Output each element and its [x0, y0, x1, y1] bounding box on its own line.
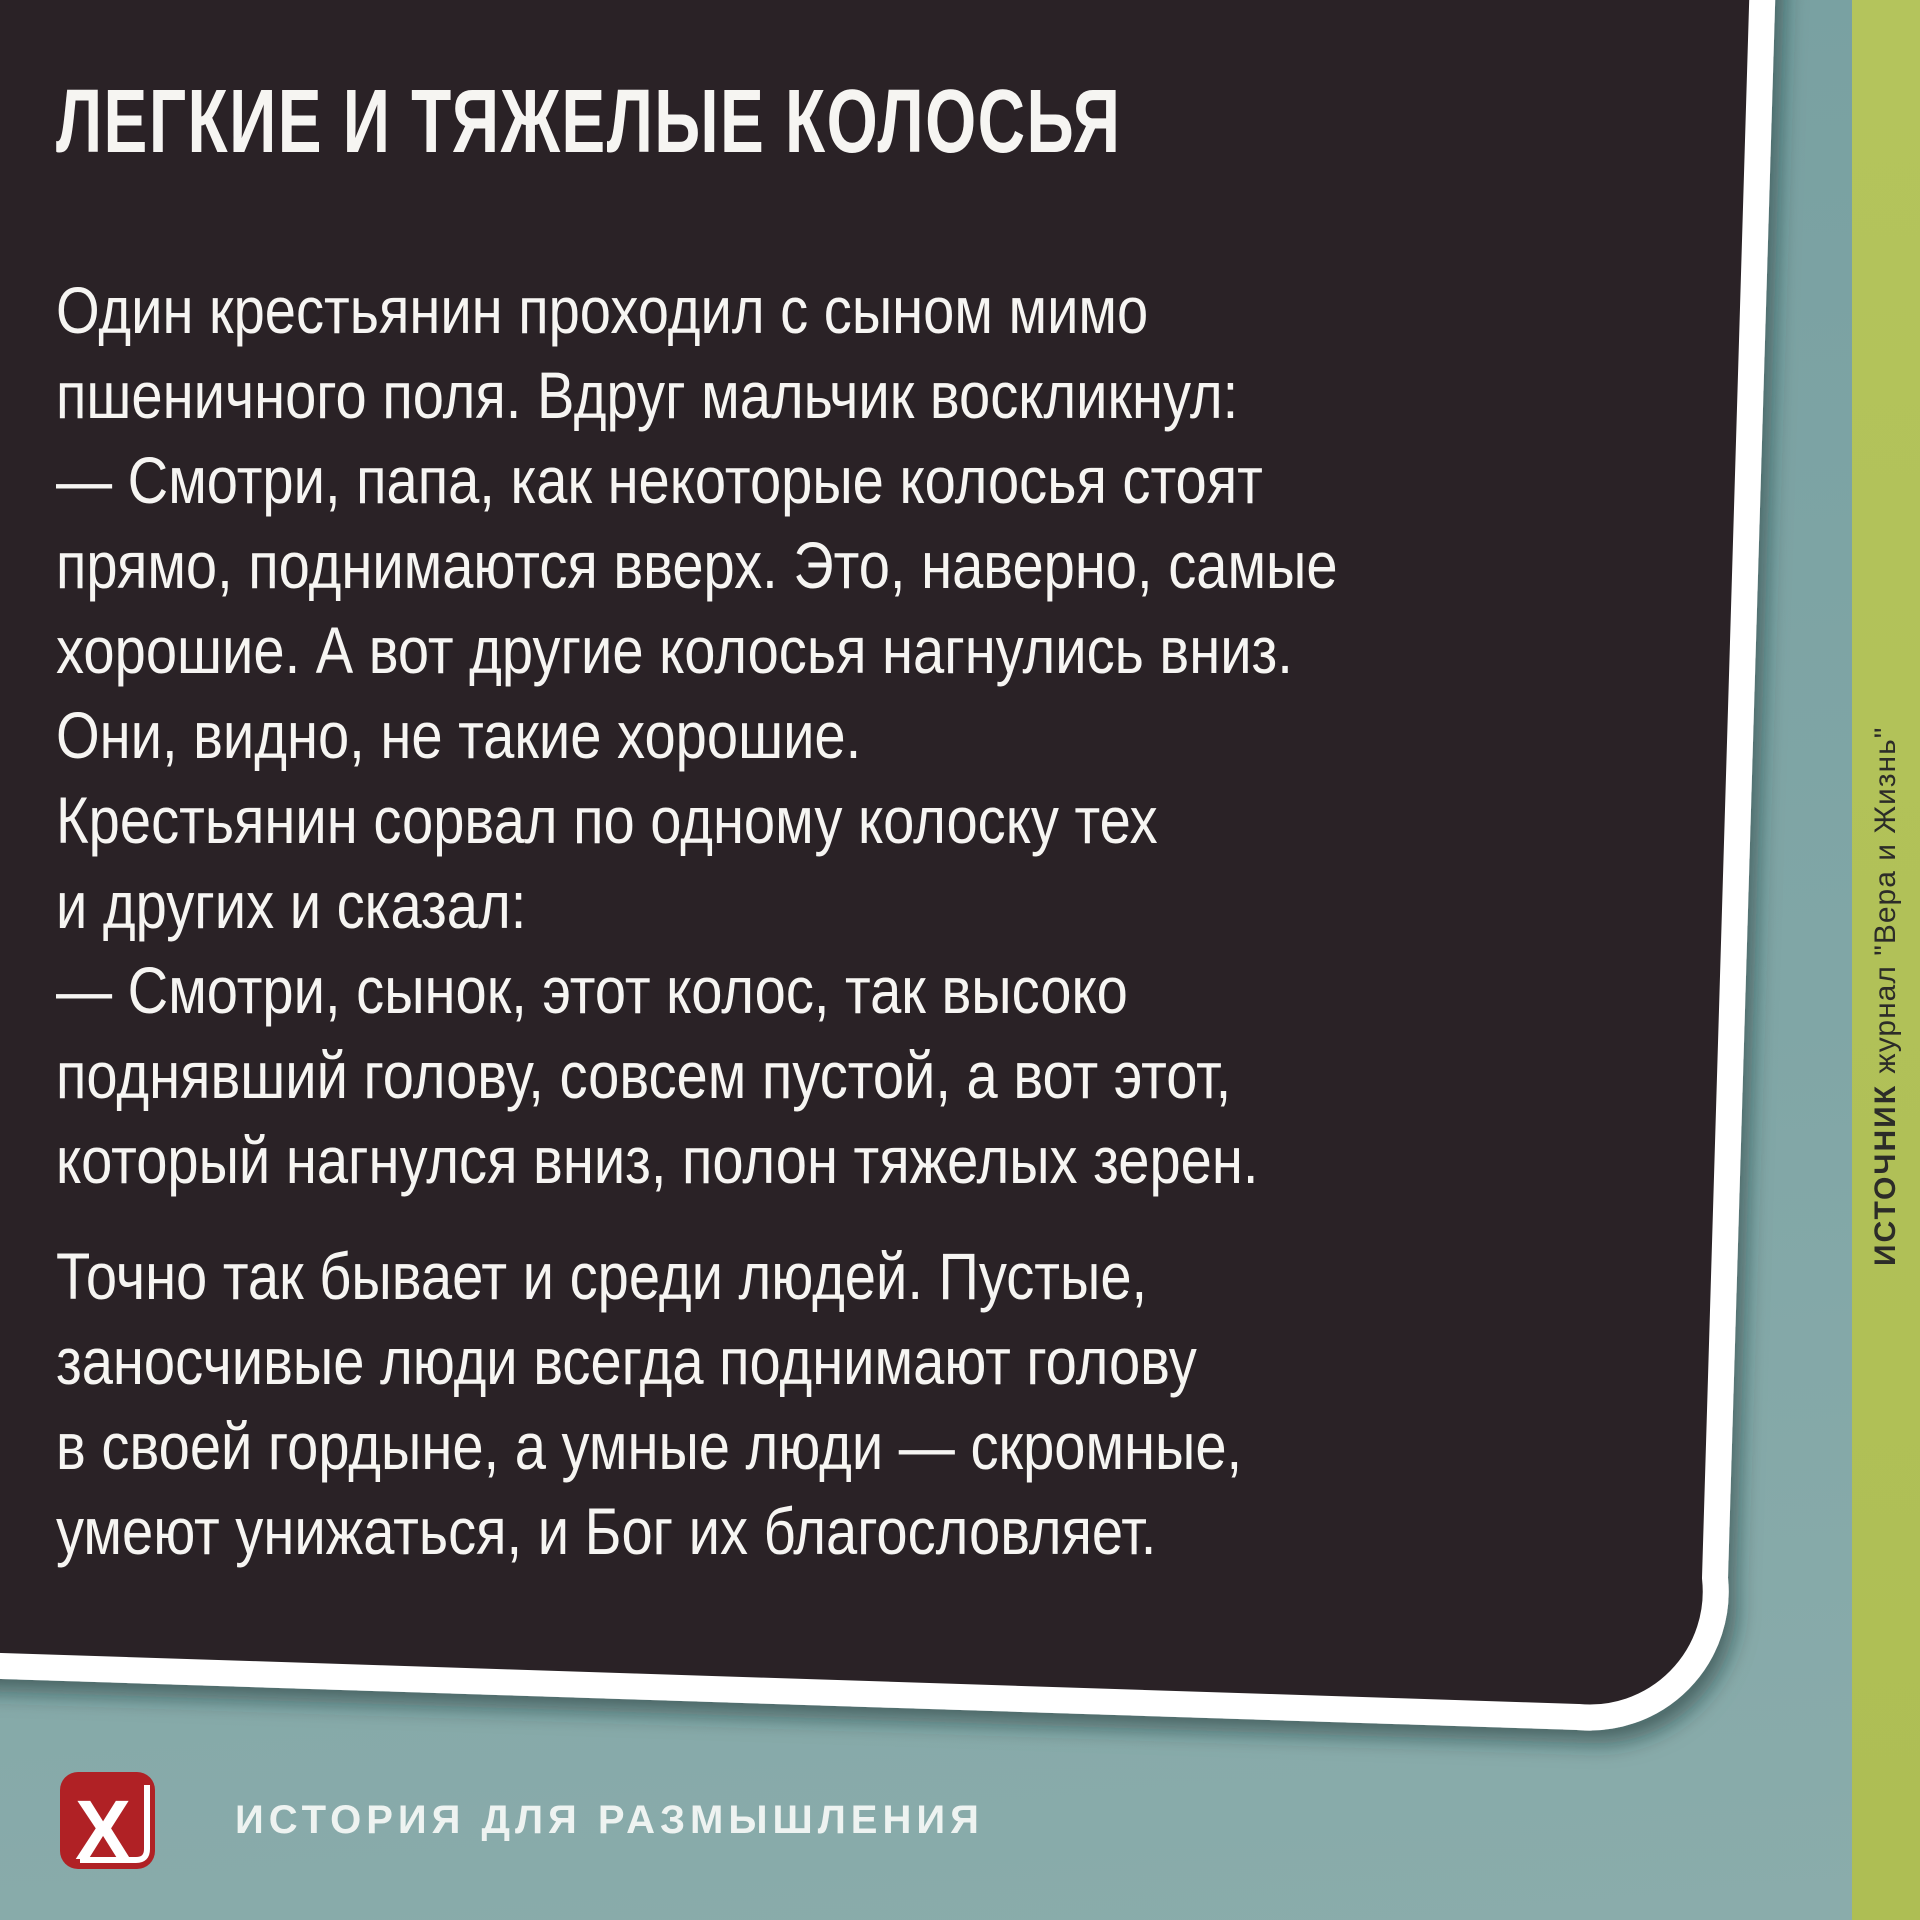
source-label: ИСТОЧНИК [1869, 1073, 1902, 1266]
text-line: заносчивые люди всегда поднимают голову [56, 1324, 1197, 1398]
text-line: хорошие. А вот другие колосья нагнулись вниз. [56, 613, 1293, 687]
text-line: Один крестьянин проходил с сыном мимо [56, 273, 1149, 347]
text-line: который нагнулся вниз, полон тяжелых зерен. [56, 1123, 1259, 1197]
text-line: Крестьянин сорвал по одному колоску тех [56, 783, 1158, 857]
source-text: журнал "Вера и Жизнь" [1869, 726, 1902, 1074]
text-line: и других и сказал: [56, 868, 527, 942]
text-line: Точно так бывает и среди людей. Пустые, [56, 1239, 1148, 1313]
footer-caption: ИСТОРИЯ ДЛЯ РАЗМЫШЛЕНИЯ [235, 1798, 984, 1842]
card-content [56, 0, 1476, 1574]
text-line: — Смотри, сынок, этот колос, так высоко [56, 953, 1128, 1027]
brand-logo [60, 1772, 155, 1869]
text-line: поднявший голову, совсем пустой, а вот этот, [56, 1038, 1232, 1112]
text-line: в своей гордыне, а умные люди — скромные, [56, 1409, 1243, 1483]
text-line: — Смотри, папа, как некоторые колосья стоят [56, 443, 1263, 517]
footer [60, 1772, 984, 1869]
story-title: ЛЕГКИЕ И ТЯЖЕЛЫЕ КОЛОСЬЯ [56, 72, 1122, 172]
text-line: умеют унижаться, и Бог их благословляет. [56, 1494, 1157, 1568]
story-paragraph-1 [56, 268, 1338, 1203]
text-line: Они, видно, не такие хорошие. [56, 698, 862, 772]
text-line: пшеничного поля. Вдруг мальчик воскликнул: [56, 358, 1239, 432]
story-paragraph-2 [56, 1234, 1263, 1574]
text-line: прямо, поднимаются вверх. Это, наверно, самые [56, 528, 1338, 602]
logo-letter: X [74, 1783, 132, 1869]
